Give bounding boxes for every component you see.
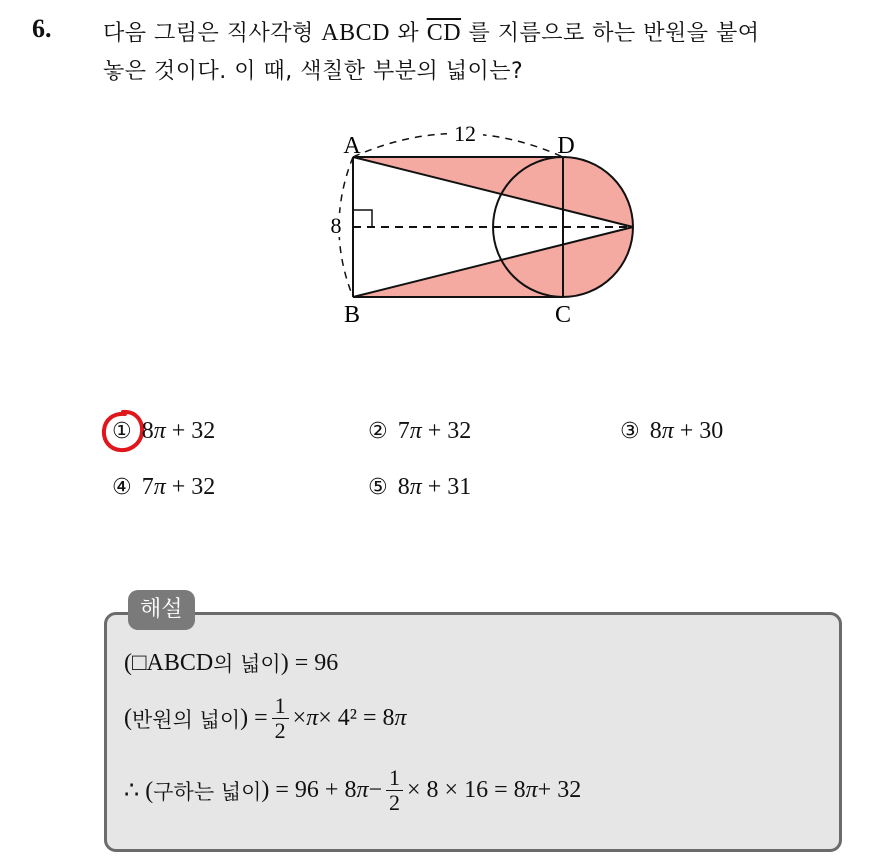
choice-2[interactable]	[368, 418, 471, 445]
solution-line-1: (□ABCD 의 넓이 ) = 96	[124, 649, 339, 676]
length-label-top: 12	[454, 121, 476, 146]
choice-5-number: ⑤	[368, 474, 388, 500]
vertex-a: A	[343, 133, 361, 159]
vertex-d: D	[557, 133, 575, 159]
fraction-half-2: $\frac{1}{2}$	[386, 766, 403, 815]
question-line2: 놓은 것이다. 이 때, 색칠한 부분의 넓이는?	[103, 59, 524, 84]
choice-3-number: ③	[620, 418, 640, 444]
geometry-figure	[320, 120, 650, 335]
length-label-left: 8	[330, 213, 342, 238]
vertex-b: B	[343, 302, 361, 328]
choice-4-number: ④	[112, 474, 132, 500]
question-line1-pre: 다음 그림은 직사각형	[103, 21, 322, 46]
vertex-c: C	[554, 302, 572, 328]
choice-2-number: ②	[368, 418, 388, 444]
question-line1-post: 를 지름으로 하는 반원을 붙여	[461, 21, 760, 46]
rect-label: ABCD	[321, 20, 390, 46]
question-number: 6.	[32, 14, 52, 43]
solution-tab: 해설	[128, 590, 195, 630]
choice-4-value: 7π + 32	[141, 474, 216, 500]
choice-4[interactable]	[112, 474, 215, 501]
choice-5[interactable]	[368, 474, 471, 501]
right-angle-mark	[353, 210, 372, 227]
choice-3-value: 8π + 30	[649, 418, 724, 444]
choice-1-number: ①	[112, 418, 132, 444]
segment-cd: $\overline{CD}$	[426, 20, 462, 46]
solution-line-2: ( 반원의 넓이 ) = $\frac{1}{2}$ × π × 4² = 8 π	[124, 693, 407, 743]
choice-2-value: 7π + 32	[397, 418, 472, 444]
solution-line-3: ∴ ( 구하는 넓이 ) = 96 + 8 π − $\frac{1}{2}$ × 8 × 16 = 8 π + 32	[124, 765, 582, 815]
question-line1-mid: 와	[389, 21, 427, 46]
choice-1[interactable]	[112, 418, 215, 445]
choice-1-value: 8π + 32	[141, 418, 216, 444]
question-text	[103, 14, 873, 91]
fraction-half: $\frac{1}{2}$	[272, 694, 289, 743]
choice-5-value: 8π + 31	[397, 474, 472, 500]
choice-3[interactable]	[620, 418, 723, 445]
